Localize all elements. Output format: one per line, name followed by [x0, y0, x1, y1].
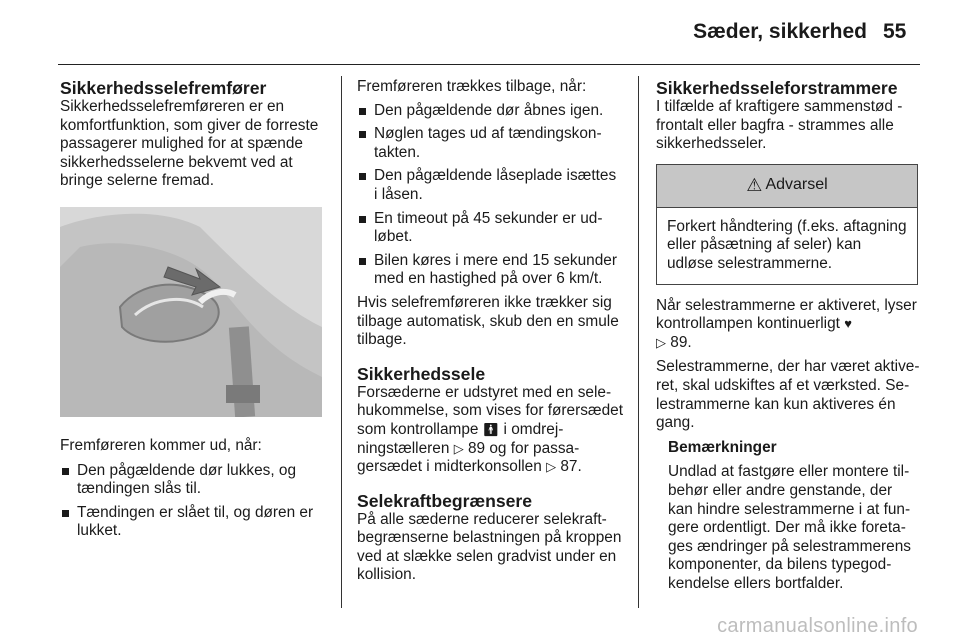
pretensioner-lamp-text [656, 297, 920, 353]
belt-pretensioners-intro: I tilfælde af kraftigere sammenstød - frontalt eller bagfra - strammes alle sikkerhedsseler. [656, 98, 903, 153]
pretensioner-lamp-text-part-a: Når selestrammerne er aktiveret, lyser kontrollampen kontinuerligt [656, 296, 917, 333]
airbag-warning-icon: ♥︎ [844, 316, 852, 332]
section-heading-belt-presenter: Sikkerhedsselefremfører [60, 78, 267, 98]
presenter-manual-retract-text: Hvis selefremføreren ikke trækker sig tilbage automatisk, skub den en smule tilbage. [357, 293, 619, 349]
warning-triangle-icon: ⚠︎ [746, 175, 763, 196]
section-heading-seatbelt: Sikkerhedssele [357, 363, 486, 384]
seatbelt-reminder-icon: 🚹︎ [482, 421, 500, 437]
warning-box [656, 164, 918, 285]
presenter-extends-intro: Fremføreren kommer ud, når: [60, 436, 262, 454]
warning-title: Advarsel [765, 176, 828, 194]
presenter-retracts-list [357, 102, 623, 289]
presenter-extends-list [60, 462, 328, 541]
list-item: En timeout på 45 sekunder er udløbet. [357, 210, 623, 247]
warning-body: Forkert håndtering (f.eks. aftagning eller påsætning af seler) kan udløse selestrammerne. [667, 217, 907, 272]
list-item: Tændingen er slået til, og døren er lukket. [60, 504, 328, 541]
column-2 [357, 78, 623, 591]
seatbelt-memory-text [357, 384, 623, 477]
column-divider-1 [341, 76, 342, 608]
page-title: Sæder, sikkerhed [693, 20, 867, 43]
section-heading-belt-pretensioners: Sikkerhedsseleforstrammere [656, 78, 898, 98]
page-number: 55 [883, 20, 907, 43]
watermark: carmanualsonline.info [717, 615, 918, 637]
illustration-drawing [60, 207, 322, 417]
presenter-retracts-intro: Fremføreren trækkes tilbage, når: [357, 78, 587, 95]
seatbelt-memory-text-part-b: i omdrejningstælleren [357, 420, 564, 457]
page-reference-87[interactable]: 87. [560, 458, 582, 476]
belt-presenter-intro: Sikkerhedsselefremføreren er en komfortfunktion, som giver de forreste passagerer mulighed for at spænde sikkerhedsselerne bekvemt ved at bringe selerne fremad. [60, 98, 319, 190]
column-3 [656, 78, 920, 599]
section-heading-belt-force-limiters: Selekraftbegrænsere [357, 490, 533, 511]
note-title: Bemærkninger [668, 438, 777, 456]
list-item: Den pågældende låseplade isættes i låsen. [357, 167, 623, 204]
page-reference-89[interactable]: 89. [670, 333, 692, 351]
column-divider-2 [638, 76, 639, 608]
page-reference-89[interactable]: 89 [467, 439, 486, 457]
list-item: Bilen køres i mere end 15 sekunder med en hastighed på over 6 km/t. [357, 252, 623, 289]
pretensioner-replacement-text: Selestrammerne, der har været aktiveret, skal udskiftes af et værksted. Selestrammerne kan kun aktiveres én gang. [656, 358, 920, 432]
list-item: Den pågældende dør åbnes igen. [357, 102, 623, 121]
belt-force-limiters-text: På alle sæderne reducerer selekraftbegrænserne belastningen på kroppen ved at slække selen gradvist under en kollision. [357, 510, 622, 584]
note-text: Undlad at fastgøre eller montere tilbehør eller andre genstande, der kan hindre selestrammerne i at fungere ordentligt. Der må ikke foretages ændringer på selestrammerens komponenter, da bilens typegodkendelse ellers bortfalder. [668, 463, 911, 592]
page-reference-arrow-icon: ▷ [546, 459, 557, 475]
column-1 [60, 78, 328, 546]
list-item: Den pågældende dør lukkes, og tændingen slås til. [60, 462, 328, 499]
seatbelt-presenter-illustration [60, 207, 322, 417]
note-block [656, 439, 920, 594]
page-reference-arrow-icon: ▷ [453, 440, 464, 456]
seatbelt-memory-text-part-c: og for passagersædet i midterkonsollen [357, 439, 580, 476]
page-reference-arrow-icon: ▷ [656, 334, 666, 350]
seatbelt-memory-text-part-a: Forsæderne er udstyret med en selehukommelse, som vises for førersædet som kontrollampe [357, 383, 623, 438]
list-item: Nøglen tages ud af tændingskontakten. [357, 125, 623, 162]
header-rule [58, 64, 920, 65]
warning-header [657, 165, 917, 208]
